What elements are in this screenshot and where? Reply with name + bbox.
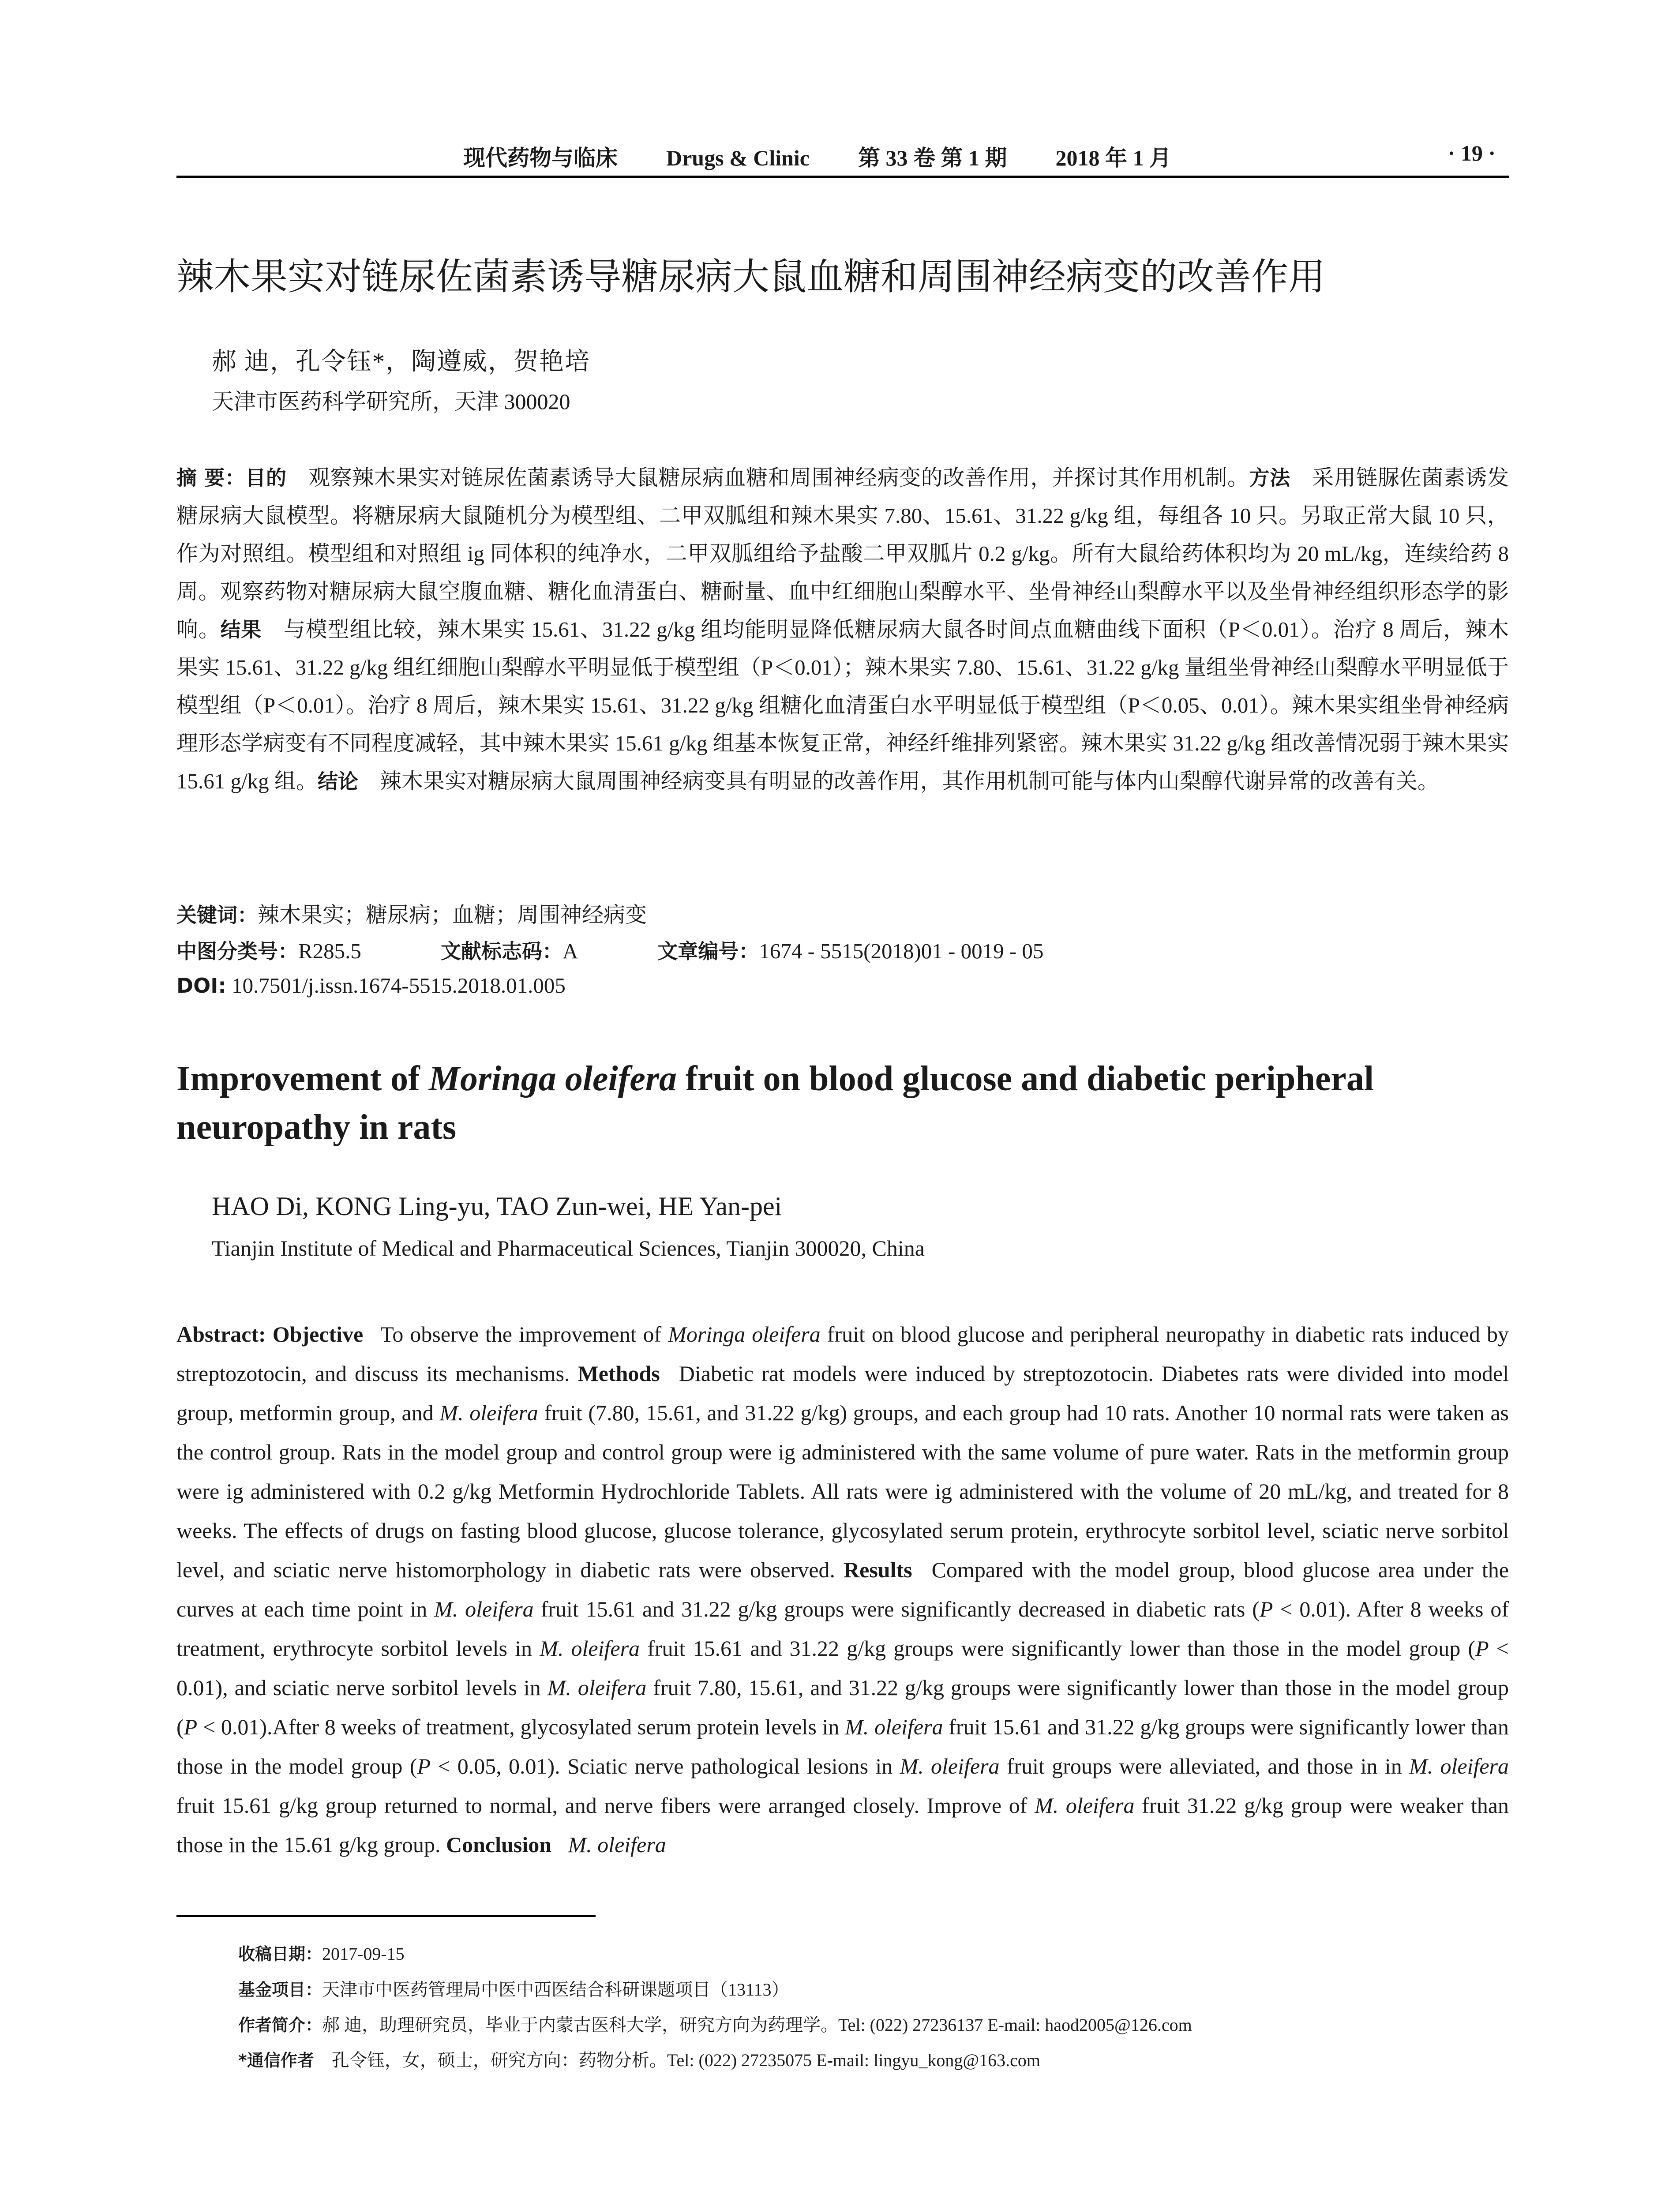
conclusion-cn: 辣木果实对糖尿病大鼠周围神经病变具有明显的改善作用，其作用机制可能与体内山梨醇代谢异常的改善有关。	[379, 769, 1439, 793]
authors-cn: 郝 迪，孔令钰*，陶遵威，贺艳培	[212, 348, 590, 375]
article-no-value: 1674 - 5515(2018)01 - 0019 - 05	[759, 939, 1044, 963]
objective-label-cn: 目的	[245, 466, 287, 490]
affiliation-cn: 天津市医药科学研究所，天津 300020	[212, 389, 570, 414]
p-symbol: P	[1259, 1597, 1273, 1621]
species-name: M. oleifera	[845, 1715, 943, 1739]
footnote-text: 孔令钰，女，硕士，研究方向：药物分析。Tel: (022) 27235075 E-mail: lingyu_kong@163.com	[331, 2050, 1041, 2070]
abs-en-text: fruit groups were alleviated, and those in in	[999, 1754, 1410, 1778]
journal-name-cn: 现代药物与临床	[463, 146, 618, 170]
title-en	[176, 1054, 1509, 1152]
footnote-label: 收稿日期：	[238, 1944, 322, 1964]
footnote-bio	[238, 2011, 1192, 2036]
results-cn: 与模型组比较，辣木果实 15.61、31.22 g/kg 组均能明显降低糖尿病大鼠各时间点血糖曲线下面积（P＜0.01）。治疗 8 周后，辣木果实 15.61、31.22 g/kg 组红细胞山梨醇水平明显低于模型组（P＜0.01）；辣木果实 7.80、15.61、31.22 g/kg 量组坐骨神经山梨醇水平明显低于模型组（P＜0.01）。治疗 8 周后，辣木果实 15.61、31.22 g/kg 组糖化血清蛋白水平明显低于模型组（P＜0.05、0.01）。辣木果实组坐骨神经病理形态学病变有不同程度减轻，其中辣木果实 15.61 g/kg 组基本恢复正常，神经纤维排列紧密。辣木果实 31.22 g/kg 组改善情况弱于辣木果实 15.61 g/kg 组。	[176, 617, 1509, 793]
species-name: M. oleifera	[568, 1832, 666, 1857]
keywords-text: 辣木果实；糖尿病；血糖；周围神经病变	[258, 903, 647, 927]
footnote-text: 2017-09-15	[322, 1944, 405, 1964]
footnote-label: 基金项目：	[238, 1980, 322, 2000]
title-en-part2: fruit on blood glucose and diabetic peripheral neuropathy in rats	[176, 1059, 1374, 1147]
abs-en-text: fruit 15.61 g/kg group returned to normal, and nerve fibers were arranged closely. Improve of	[176, 1793, 1035, 1818]
methods-label-cn: 方法	[1249, 466, 1290, 490]
clc-label: 中图分类号：	[176, 939, 298, 963]
title-en-part1: Improvement of	[176, 1059, 429, 1098]
classification-line	[176, 935, 1043, 964]
species-name: M. oleifera	[900, 1754, 1000, 1778]
title-cn: 辣木果实对链尿佐菌素诱导糖尿病大鼠血糖和周围神经病变的改善作用	[176, 255, 1326, 298]
p-symbol: P	[1475, 1636, 1489, 1661]
keywords-line	[176, 898, 647, 929]
results-label-en: Results	[844, 1557, 912, 1582]
p-symbol: P	[184, 1715, 198, 1739]
abs-en-text: < 0.01).After 8 weeks of treatment, glycosylated serum protein levels in	[197, 1715, 845, 1739]
article-no-label: 文章编号：	[657, 939, 759, 963]
abstract-en-label: Abstract: Objective	[176, 1322, 364, 1347]
abs-en-text: fruit on blood glucose and peripheral neuropathy in diabetic rats induced by streptozotocin, and discuss its mechanisms.	[176, 1322, 1509, 1386]
species-name: M. oleifera	[439, 1400, 538, 1425]
doi-value: 10.7501/j.issn.1674-5515.2018.01.005	[232, 973, 566, 998]
abs-en-text: fruit 15.61 and 31.22 g/kg groups were significantly decreased in diabetic rats (	[533, 1597, 1260, 1621]
abstract-cn-label: 摘 要：	[176, 466, 246, 490]
clc-value: R285.5	[298, 939, 361, 963]
page-number: · 19 ·	[1448, 141, 1496, 165]
running-header	[176, 140, 1509, 178]
methods-cn: 采用链脲佐菌素诱发糖尿病大鼠模型。将糖尿病大鼠随机分为模型组、二甲双胍组和辣木果实 7.80、15.61、31.22 g/kg 组，每组各 10 只。另取正常大鼠 10 只，作为对照组。模型组和对照组 ig 同体积的纯净水，二甲双胍组给予盐酸二甲双胍片 0.2 g/kg。所有大鼠给药体积均为 20 mL/kg，连续给药 8 周。观察药物对糖尿病大鼠空腹血糖、糖化血清蛋白、糖耐量、血中红细胞山梨醇水平、坐骨神经山梨醇水平以及坐骨神经组织形态学的影响。	[176, 465, 1509, 642]
abs-en-text: < 0.01), and sciatic nerve sorbitol levels in	[176, 1636, 1509, 1700]
abs-en-text: fruit (7.80, 15.61, and 31.22 g/kg) groups, and each group had 10 rats. Another 10 normal rats were taken as the control group. Rats in the model group and control group were ig administered with the same volume of pure water. Rats in the metformin group were ig administered with 0.2 g/kg Metformin Hydrochloride Tablets. All rats were ig administered with the volume of 20 mL/kg, and treated for 8 weeks. The effects of drugs on fasting blood glucose, glucose tolerance, glycosylated serum protein, erythrocyte sorbitol level, sciatic nerve sorbitol level, and sciatic nerve histomorphology in diabetic rats were observed.	[176, 1400, 1509, 1582]
footnote-text: 天津市中医药管理局中医中西医结合科研课题项目（13113）	[322, 1980, 789, 2000]
species-name: M. oleifera	[540, 1636, 640, 1661]
footnote-label: 作者简介：	[238, 2015, 322, 2035]
species-name: Moringa oleifera	[668, 1322, 821, 1347]
species-name: M. oleifera	[434, 1597, 534, 1621]
abs-en-text: Compared with the model group, blood glucose area under the curves at each time point in	[176, 1557, 1509, 1621]
species-name: M. oleifera	[547, 1675, 647, 1700]
results-label-cn: 结果	[220, 618, 262, 642]
abs-en-text: Diabetic rat models were induced by streptozotocin. Diabetes rats were divided into model group, metformin group, and	[176, 1361, 1509, 1425]
abs-en-text: < 0.01). After 8 weeks of treatment, erythrocyte sorbitol levels in	[176, 1597, 1509, 1661]
footnote-text: 郝 迪，助理研究员，毕业于内蒙古医科大学，研究方向为药理学。Tel: (022) 27236137 E-mail: haod2005@126.com	[322, 2015, 1192, 2035]
abs-en-text: fruit 15.61 and 31.22 g/kg groups were significantly lower than those in the model group (	[176, 1715, 1509, 1778]
abs-en-text: fruit 7.80, 15.61, and 31.22 g/kg groups were significantly lower than those in the model group (	[176, 1675, 1509, 1739]
p-symbol: P	[417, 1754, 431, 1778]
abstract-cn	[176, 459, 1509, 800]
objective-cn: 观察辣木果实对链尿佐菌素诱导大鼠糖尿病血糖和周围神经病变的改善作用，并探讨其作用机制。	[308, 465, 1249, 490]
doi-line	[176, 973, 566, 998]
doc-code-label: 文献标志码：	[440, 939, 562, 963]
footnote-corresponding	[238, 2046, 1040, 2071]
keywords-label: 关键词：	[176, 903, 258, 927]
title-en-species: Moringa oleifera	[428, 1059, 677, 1098]
footnote-divider	[176, 1915, 596, 1917]
footnote-fund	[238, 1976, 789, 2001]
abstract-en	[176, 1315, 1509, 1865]
methods-label-en: Methods	[578, 1361, 660, 1386]
journal-name-en: Drugs & Clinic	[666, 146, 810, 170]
doc-code-value: A	[562, 939, 578, 963]
species-name: M. oleifera	[1409, 1754, 1509, 1778]
doi-label: DOI:	[176, 974, 226, 998]
authors-en: HAO Di, KONG Ling-yu, TAO Zun-wei, HE Yan-pei	[212, 1192, 782, 1221]
conclusion-label-en: Conclusion	[446, 1832, 552, 1857]
issue-date: 2018 年 1 月	[1055, 146, 1171, 170]
journal-info	[463, 140, 1220, 172]
abs-en-text: fruit 31.22 g/kg group were weaker than those in the 15.61 g/kg group.	[176, 1793, 1509, 1857]
abs-en-text: fruit 15.61 and 31.22 g/kg groups were significantly lower than those in the model group (	[640, 1636, 1476, 1661]
affiliation-en: Tianjin Institute of Medical and Pharmaceutical Sciences, Tianjin 300020, China	[212, 1236, 925, 1261]
abs-en-text: To observe the improvement of	[380, 1322, 668, 1347]
abs-en-text: < 0.05, 0.01). Sciatic nerve pathological lesions in	[430, 1754, 900, 1778]
conclusion-label-cn: 结论	[317, 769, 358, 793]
footnote-label: *通信作者	[238, 2051, 314, 2070]
footnote-received	[238, 1940, 405, 1965]
species-name: M. oleifera	[1035, 1793, 1135, 1818]
issue-info: 第 33 卷 第 1 期	[858, 146, 1007, 170]
